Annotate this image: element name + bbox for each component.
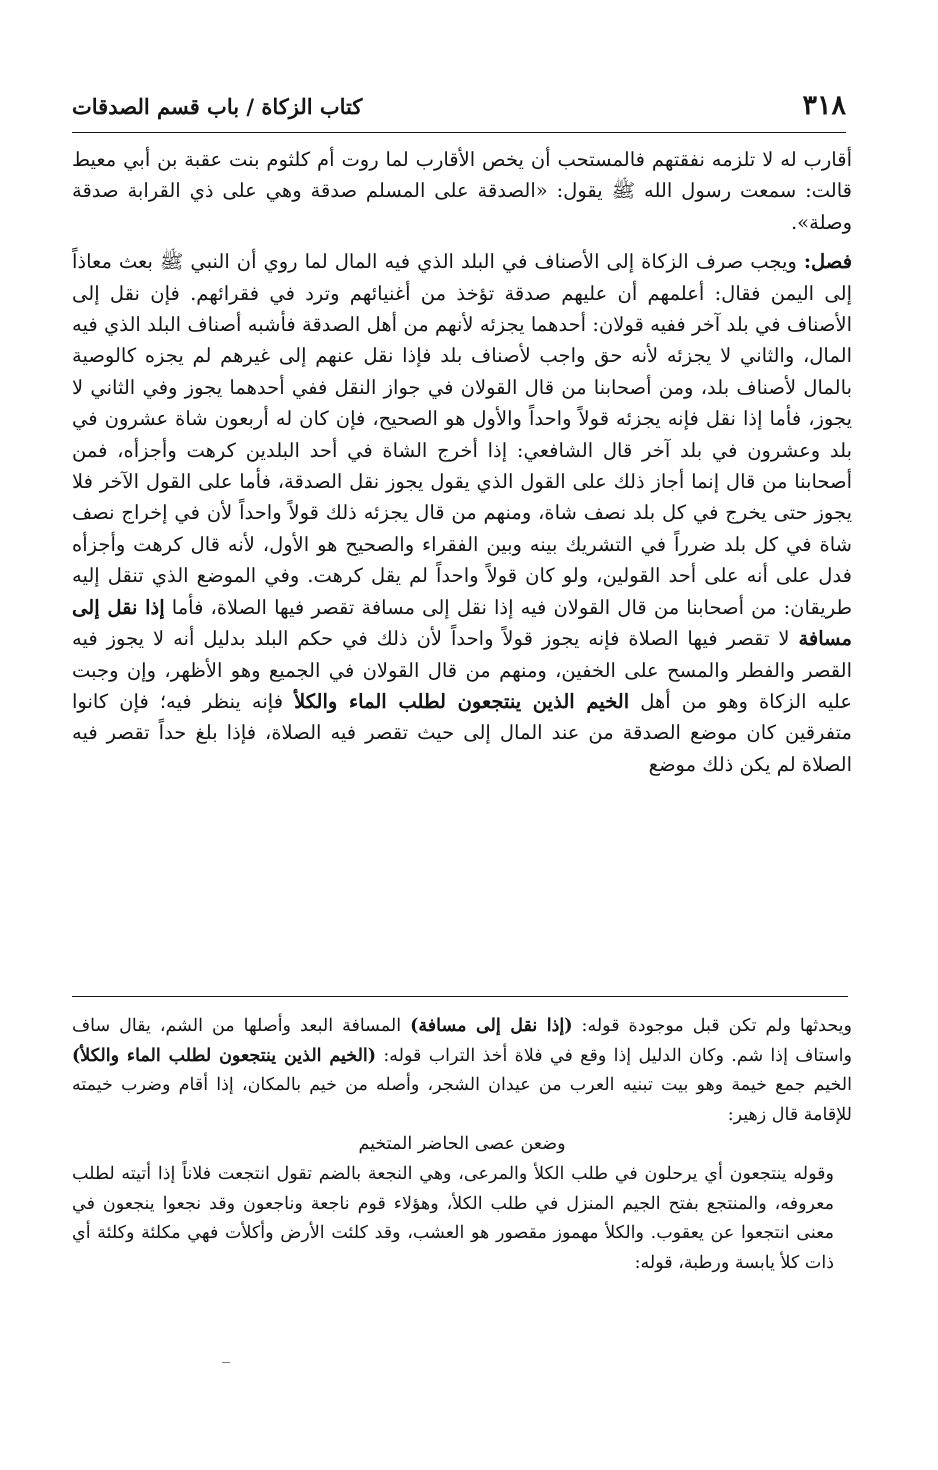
poetry-verse: وضعن عصى الحاضر المتخيم: [358, 1134, 566, 1155]
footnote-1-part-3: الخيم جمع خيمة وهو بيت تبنيه العرب من عيدان الشجر، وأصله من خيم بالمكان، إذا أقام وضرب خيمته للإقامة قال زهير:: [72, 1075, 852, 1125]
paragraph-fasl: [72, 246, 852, 780]
main-text: [72, 144, 852, 780]
footnote-bold-masafa: (إذا نقل إلى مسافة): [410, 1016, 573, 1036]
bold-phrase-masafa: إذا نقل إلى مسافة: [72, 595, 852, 651]
page-header: [72, 88, 846, 133]
footnote-1-part-2: المسافة البعد وأصلها من الشم، يقال ساف واستاف إذا شم. وكان الدليل إذا وقع في فلاة أخذ التراب قوله:: [72, 1016, 852, 1066]
bold-phrase-khiyam: الخيم الذين ينتجعون لطلب الماء والكلأ: [294, 689, 630, 713]
footnotes: [72, 1012, 852, 1278]
running-title: كتاب الزكاة / باب قسم الصدقات: [72, 94, 363, 119]
fasl-text-part-3: فإنه ينظر فيه؛ فإن كانوا متفرقين كان موضع الصدقة من عند المال إلى حيث تقصر فيه الصلاة، فإذا بلغ حداً تقصر فيه الصلاة لم يكن ذلك موضع: [72, 689, 852, 776]
paragraph-aqarib: أقارب له لا تلزمه نفقتهم فالمستحب أن يخص الأقارب لما روت أم كلثوم بنت عقبة بن أبي معيط قالت: سمعت رسول الله ﷺ يقول: «الصدقة على المسلم صدقة وهي على ذي القرابة صدقة وصلة».: [72, 148, 852, 234]
footnote-divider: [72, 996, 848, 997]
fasl-text-part-1: ويجب صرف الزكاة إلى الأصناف في البلد الذي فيه المال لما روي أن النبي ﷺ بعث معاذاً إلى اليمن فقال: أعلمهم أن عليهم صدقة تؤخذ من أغنيائهم وترد في فقرائهم. فإن نقل إلى الأصناف في بلد آخر ففيه قولان: أحدهما يجزئه لأنهم من أهل الصدقة فأشبه أصناف البلد الذي فيه المال، والثاني لا يجزئه لأنه حق واجب لأصناف بلد فإذا نقل عنهم إلى غيرهم لم يجزه كالوصية بالمال لأصناف بلد، ومن أصحابنا من قال القولان في جواز النقل ففي أحدهما يجوز وفي الثاني لا يجوز، فأما إذا نقل فإنه يجزئه قولاً واحداً والأول هو الصحيح، فإن كان له أربعون شاة عشرون في بلد وعشرون في بلد آخر قال الشافعي: إذا أخرج الشاة في أحد البلدين كرهت وأجزأه، فمن أصحابنا من قال إنما أجاز ذلك على القول الذي يقول يجوز نقل الصدقة، فأما على القول الآخر فلا يجوز حتى يخرج في كل بلد نصف شاة، ومنهم من قال يجزئه ذلك قولاً واحداً لأن في إخراج نصف شاة في كل بلد ضرراً في التشريك بينه وبين الفقراء والصحيح هو الأول، لأنه قال كرهت وأجزأه فدل على أنه على أحد القولين، ولو كان قولاً واحداً لم يقل كرهت. وفي الموضع الذي تنقل إليه طريقان: من أصحابنا من قال القولان فيه إذا نقل إلى مسافة تقصر فيها الصلاة، فأما: [72, 250, 852, 619]
section-heading-fasl: فصل:: [803, 250, 853, 274]
footnote-paragraph-2: وقوله ينتجعون أي يرحلون في طلب الكلأ والمرعى، وهي النجعة بالضم تقول انتجعت فلاناً إذا أتيته لطلب معروفه، والمنتجع بفتح الجيم المنزل في طلب الكلأ، وهؤلاء قوم ناجعة وناجعون وقد نجعوا ينجعون في معنى انتجعوا عن يعقوب. والكلأ مهموز مقصور هو العشب، وقد كلئت الأرض وأكلأت فهي مكلئة وكلئة أي ذات كلأ يابسة ورطبة، قوله:: [72, 1163, 834, 1273]
footnote-bold-khiyam: (الخيم الذين ينتجعون لطلب الماء والكلأ): [72, 1045, 377, 1066]
stray-mark: [222, 1362, 230, 1363]
footnote-1-part-1: ويحدثها ولم تكن قبل موجودة قوله:: [581, 1016, 852, 1036]
fasl-text-part-2: لا تقصر فيها الصلاة فإنه يجوز قولاً واحداً لأن ذلك في حكم البلد بدليل أنه لا يجوز فيه القصر والفطر والمسح على الخفين، ومنهم من قال القولان في الجميع وهو الأظهر، وإن وجبت عليه الزكاة وهو من أهل: [72, 627, 853, 713]
footnote-paragraph-1: [72, 1012, 852, 1130]
page-number: ٣١٨: [802, 90, 846, 121]
